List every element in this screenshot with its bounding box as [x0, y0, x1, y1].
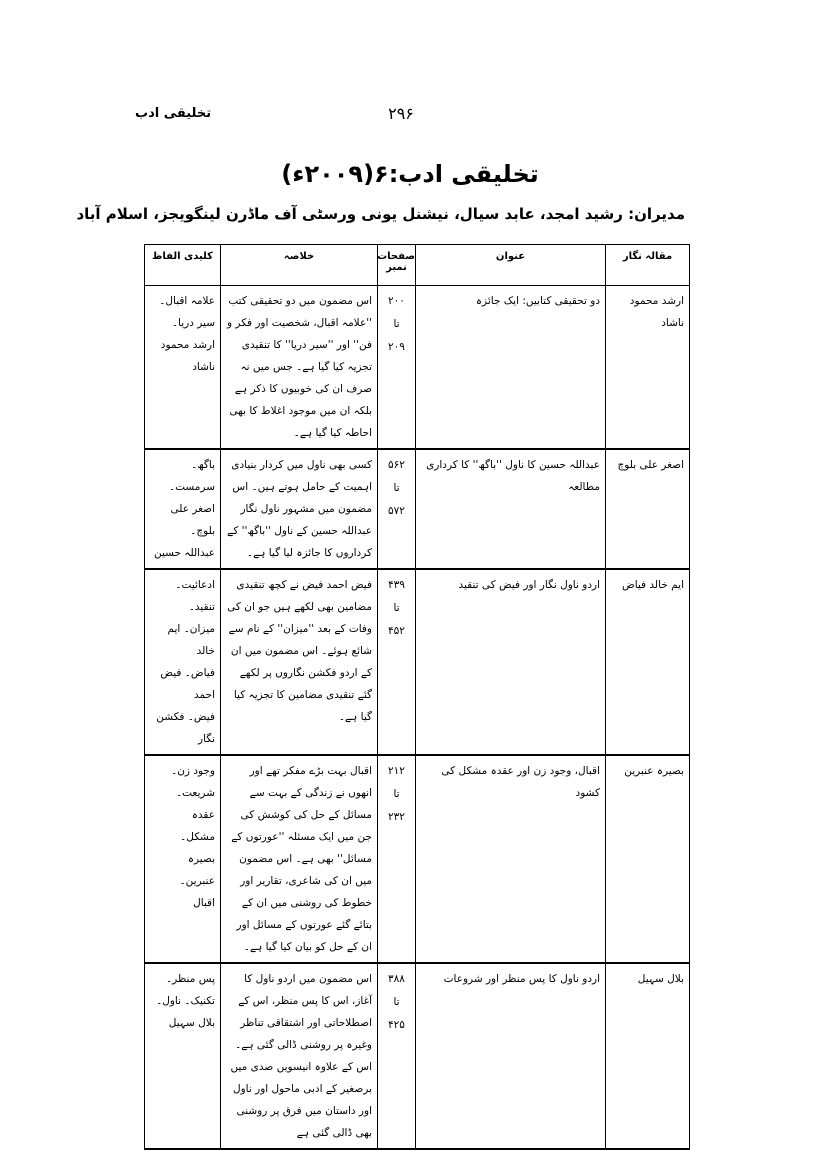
table-row — [145, 755, 690, 963]
summary-cell: اس مضمون میں دو تحقیقی کتب ''علامہ اقبال، شخصیت اور فکر و فن'' اور ''سیر دریا'' کا تنقیدی تجزیہ کیا گیا ہے۔ جس میں نہ صرف ان کی خوبیوں کا ذکر ہے بلکہ ان میں موجود اغلاط کا بھی احاطہ کیا گیا ہے۔ — [221, 286, 378, 450]
author-cell: ارشد محمود ناشاد — [606, 286, 690, 450]
author-cell: ایم خالد فیاض — [606, 569, 690, 755]
header-author: مقالہ نگار — [606, 245, 690, 286]
header-title: عنوان — [416, 245, 606, 286]
author-cell: اصغر علی بلوچ — [606, 449, 690, 569]
title-cell: اقبال، وجود زن اور عقدہ مشکل کی کشود — [416, 755, 606, 963]
editors-line: مدیران: رشید امجد، عابد سیال، نیشنل یونی ورسٹی آف ماڈرن لینگویجز، اسلام آباد — [76, 205, 685, 223]
keywords-cell: پس منظر۔ تکنیک۔ ناول۔ بلال سہیل — [145, 963, 221, 1149]
title-cell: دو تحقیقی کتابیں: ایک جائزہ — [416, 286, 606, 450]
page-number: ۲۹۶ — [388, 104, 414, 123]
header-keywords: کلیدی الفاظ — [145, 245, 221, 286]
keywords-cell: باگھ۔ سرمست۔ اصغر علی بلوچ۔ عبداللہ حسین — [145, 449, 221, 569]
articles-table — [144, 244, 690, 1150]
keywords-cell: علامہ اقبال۔ سیر دریا۔ ارشد محمود ناشاد — [145, 286, 221, 450]
pages-cell: ۴۳۹ تا ۴۵۲ — [378, 569, 416, 755]
table-row — [145, 449, 690, 569]
pages-cell: ۲۱۲ تا ۲۳۲ — [378, 755, 416, 963]
table-row — [145, 569, 690, 755]
keywords-cell: وجود زن۔ شریعت۔ عقدہ مشکل۔ بصیرہ عنبرین۔ اقبال — [145, 755, 221, 963]
table-row — [145, 963, 690, 1149]
table-header-row — [145, 245, 690, 286]
pages-cell: ۵۶۲ تا ۵۷۲ — [378, 449, 416, 569]
journal-title: تخلیقی ادب:۶(۲۰۰۹ء) — [281, 160, 539, 188]
author-cell: بصیرہ عنبرین — [606, 755, 690, 963]
title-cell: عبداللہ حسین کا ناول ''باگھ'' کا کرداری مطالعہ — [416, 449, 606, 569]
title-cell: اردو ناول نگار اور فیض کی تنقید — [416, 569, 606, 755]
summary-cell: اس مضمون میں اردو ناول کا آغاز، اس کا پس منظر، اس کے اصطلاحاتی اور اشتقاقی تناظر وغیرہ پر روشنی ڈالی گئی ہے۔ اس کے علاوہ انیسویں صدی میں برصغیر کے ادبی ماحول اور ناول اور داستان میں فرق پر روشنی بھی ڈالی گئی ہے — [221, 963, 378, 1149]
running-head: تخلیقی ادب — [135, 106, 212, 121]
keywords-cell: ادعائیت۔ تنقید۔ میزان۔ ایم خالد فیاض۔ فیض احمد فیض۔ فکشن نگار — [145, 569, 221, 755]
author-cell: بلال سہیل — [606, 963, 690, 1149]
pages-cell: ۳۸۸ تا ۴۲۵ — [378, 963, 416, 1149]
header-summary: خلاصہ — [221, 245, 378, 286]
title-cell: اردو ناول کا پس منظر اور شروعات — [416, 963, 606, 1149]
pages-cell: ۲۰۰ تا ۲۰۹ — [378, 286, 416, 450]
header-pages: صفحات نمبر — [378, 245, 416, 286]
summary-cell: اقبال بہت بڑے مفکر تھے اور انھوں نے زندگی کے بہت سے مسائل کے حل کی کوشش کی جن میں ایک مسئلہ ''عورتوں کے مسائل'' بھی ہے۔ اس مضمون میں ان کی شاعری، تقاریر اور خطوط کی روشنی میں ان کے بتائے گئے عورتوں کے مسائل اور ان کے حل کو بیان کیا گیا ہے۔ — [221, 755, 378, 963]
summary-cell: فیض احمد فیض نے کچھ تنقیدی مضامین بھی لکھے ہیں جو ان کی وفات کے بعد ''میزان'' کے نام سے شائع ہوئے۔ اس مضمون میں ان کے اردو فکشن نگاروں پر لکھے گئے تنقیدی مضامین کا تجزیہ کیا گیا ہے۔ — [221, 569, 378, 755]
table-row — [145, 286, 690, 450]
summary-cell: کسی بھی ناول میں کردار بنیادی اہمیت کے حامل ہوتے ہیں۔ اس مضمون میں مشہور ناول نگار عبداللہ حسین کے ناول ''باگھ'' کے کرداروں کا جائزہ لیا گیا ہے۔ — [221, 449, 378, 569]
